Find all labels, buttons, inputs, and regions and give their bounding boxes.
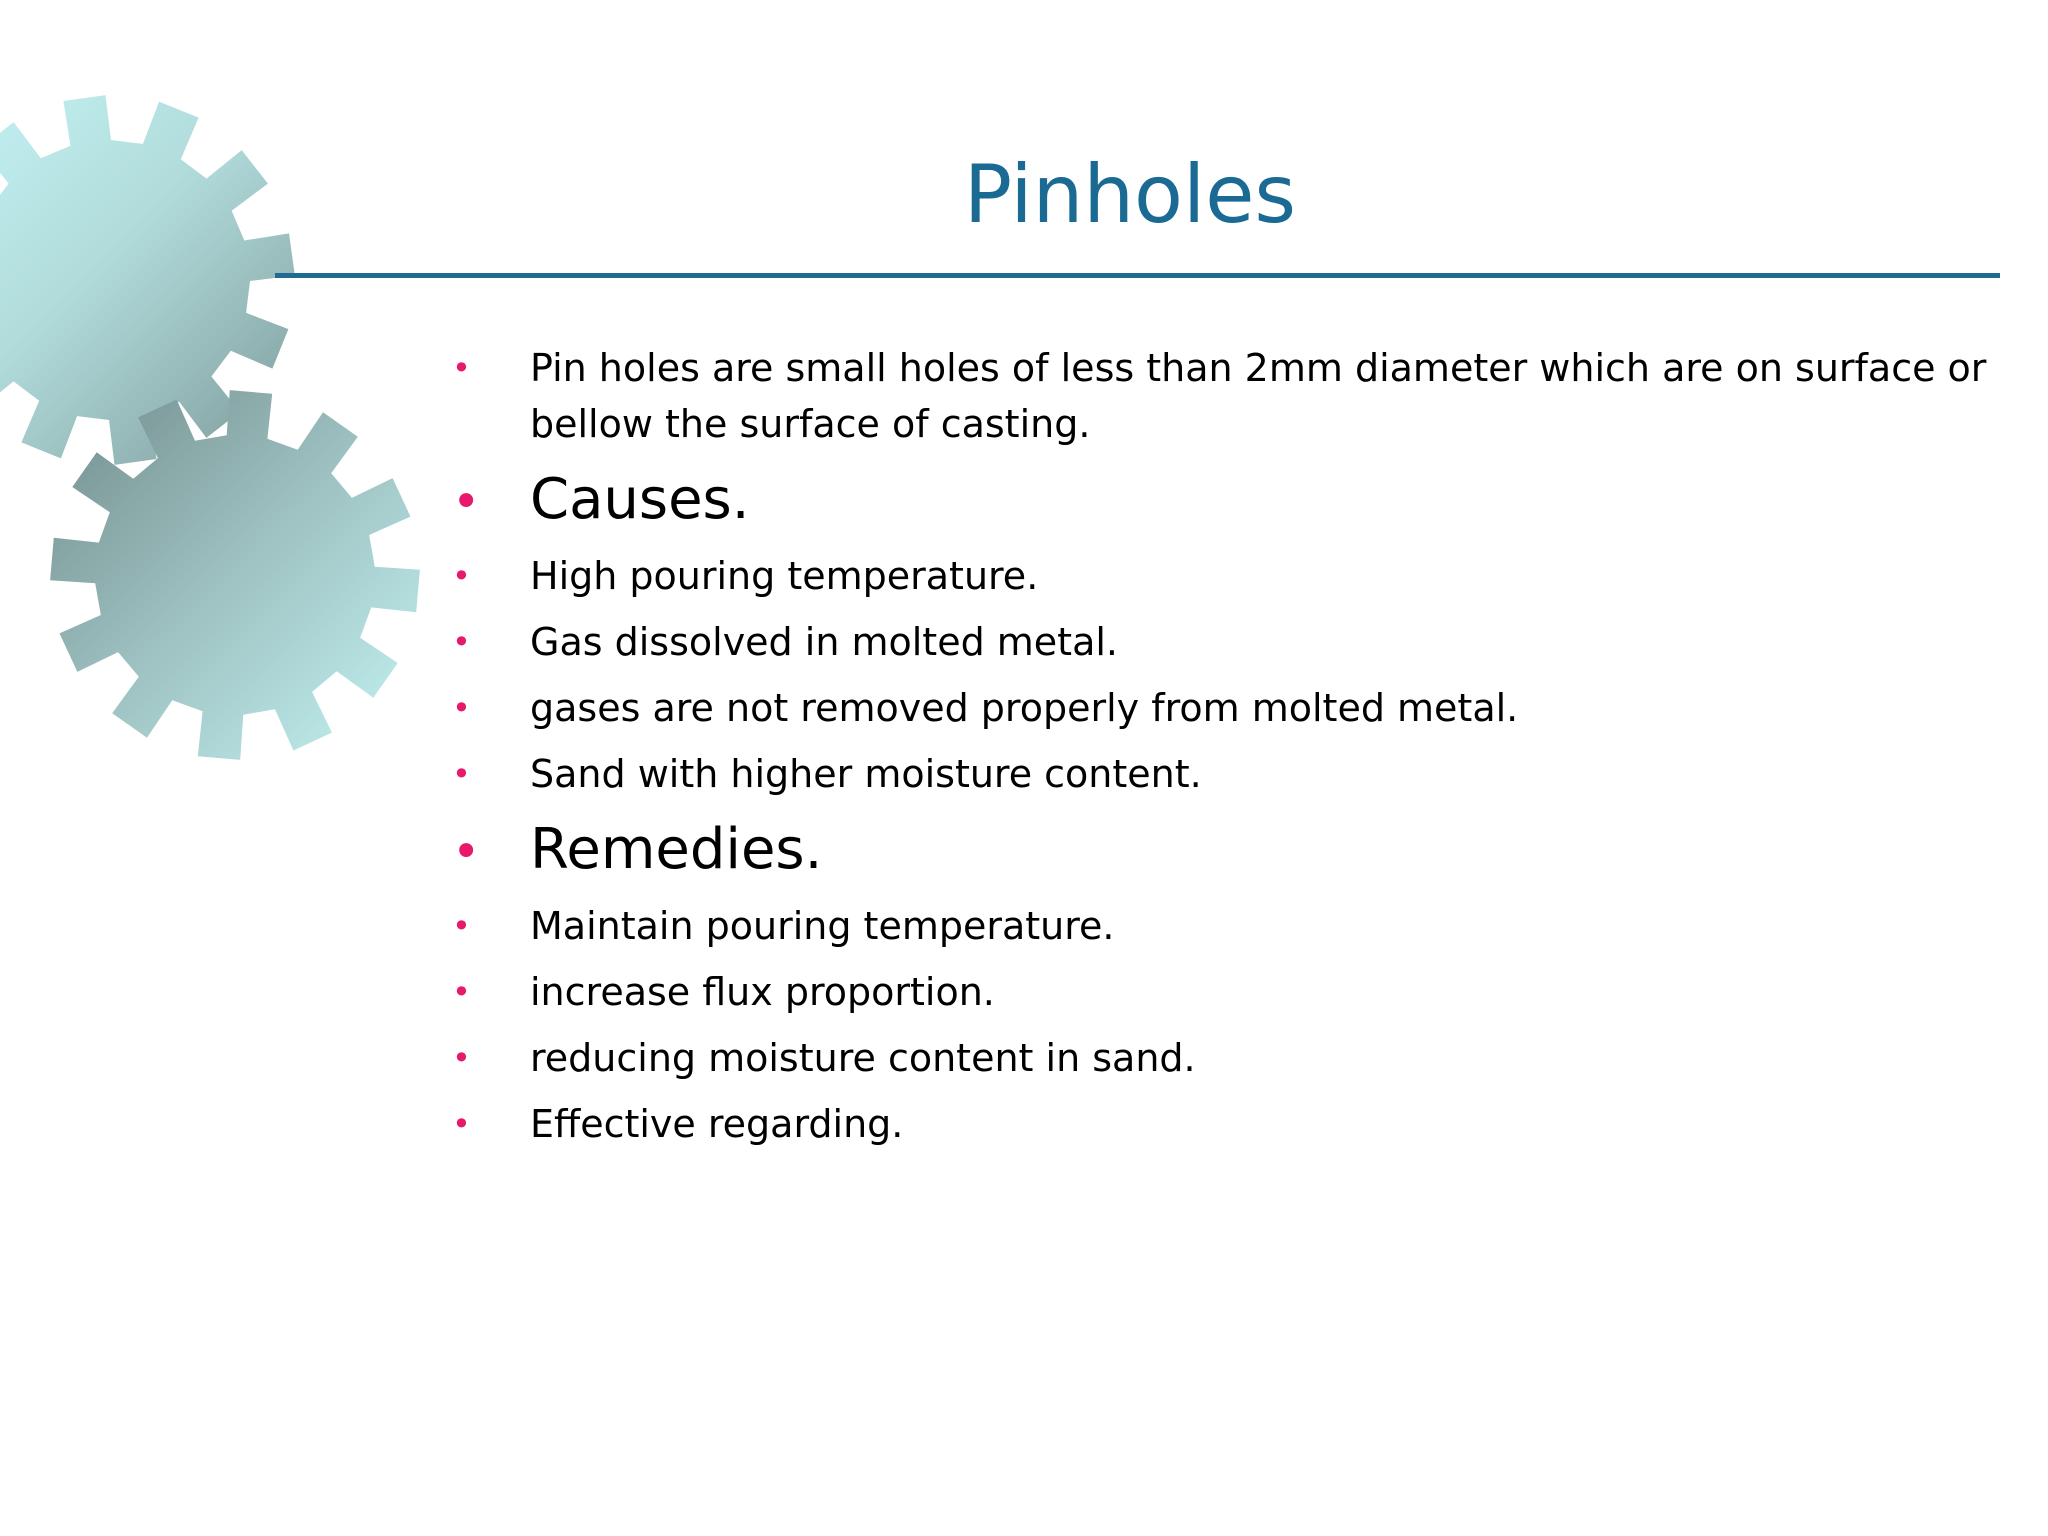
bullet-remedy [448, 1096, 2008, 1152]
bullet-heading-remedies [448, 812, 2008, 888]
bullet-text: increase flux proportion. [530, 970, 995, 1014]
bullet-text: High pouring temperature. [530, 554, 1039, 598]
gears-decoration [0, 0, 440, 780]
bullet-text: Maintain pouring temperature. [530, 904, 1115, 948]
bullet-definition [448, 340, 2008, 452]
bullet-dot: • [452, 557, 471, 595]
bullet-text: Effective regarding. [530, 1102, 904, 1146]
bullet-dot: • [452, 623, 471, 661]
bullet-dot: • [452, 824, 481, 880]
gear-icon [50, 390, 420, 760]
bullet-dot: • [452, 907, 471, 945]
bullet-remedy [448, 898, 2008, 954]
bullet-dot: • [452, 755, 471, 793]
bullet-dot: • [452, 474, 481, 530]
bullet-text: Causes. [530, 467, 750, 532]
bullet-list [448, 340, 2008, 1152]
bullet-text: Pin holes are small holes of less than 2mm diameter which are on surface or bellow the surface of casting. [530, 346, 1987, 446]
bullet-dot: • [452, 349, 471, 387]
bullet-text: Gas dissolved in molted metal. [530, 620, 1118, 664]
bullet-dot: • [452, 973, 471, 1011]
bullet-dot: • [452, 1039, 471, 1077]
bullet-remedy [448, 1030, 2008, 1086]
bullet-cause [448, 746, 2008, 802]
slide-title: Pinholes [963, 148, 1297, 241]
bullet-text: gases are not removed properly from molted metal. [530, 686, 1519, 730]
bullet-remedy [448, 964, 2008, 1020]
bullet-text: reducing moisture content in sand. [530, 1036, 1196, 1080]
bullet-heading-causes [448, 462, 2008, 538]
bullet-cause [448, 548, 2008, 604]
bullet-text: Sand with higher moisture content. [530, 752, 1202, 796]
title-divider [275, 273, 2000, 278]
bullet-cause [448, 614, 2008, 670]
bullet-dot: • [452, 1105, 471, 1143]
bullet-cause [448, 680, 2008, 736]
bullet-dot: • [452, 689, 471, 727]
bullet-text: Remedies. [530, 817, 823, 882]
